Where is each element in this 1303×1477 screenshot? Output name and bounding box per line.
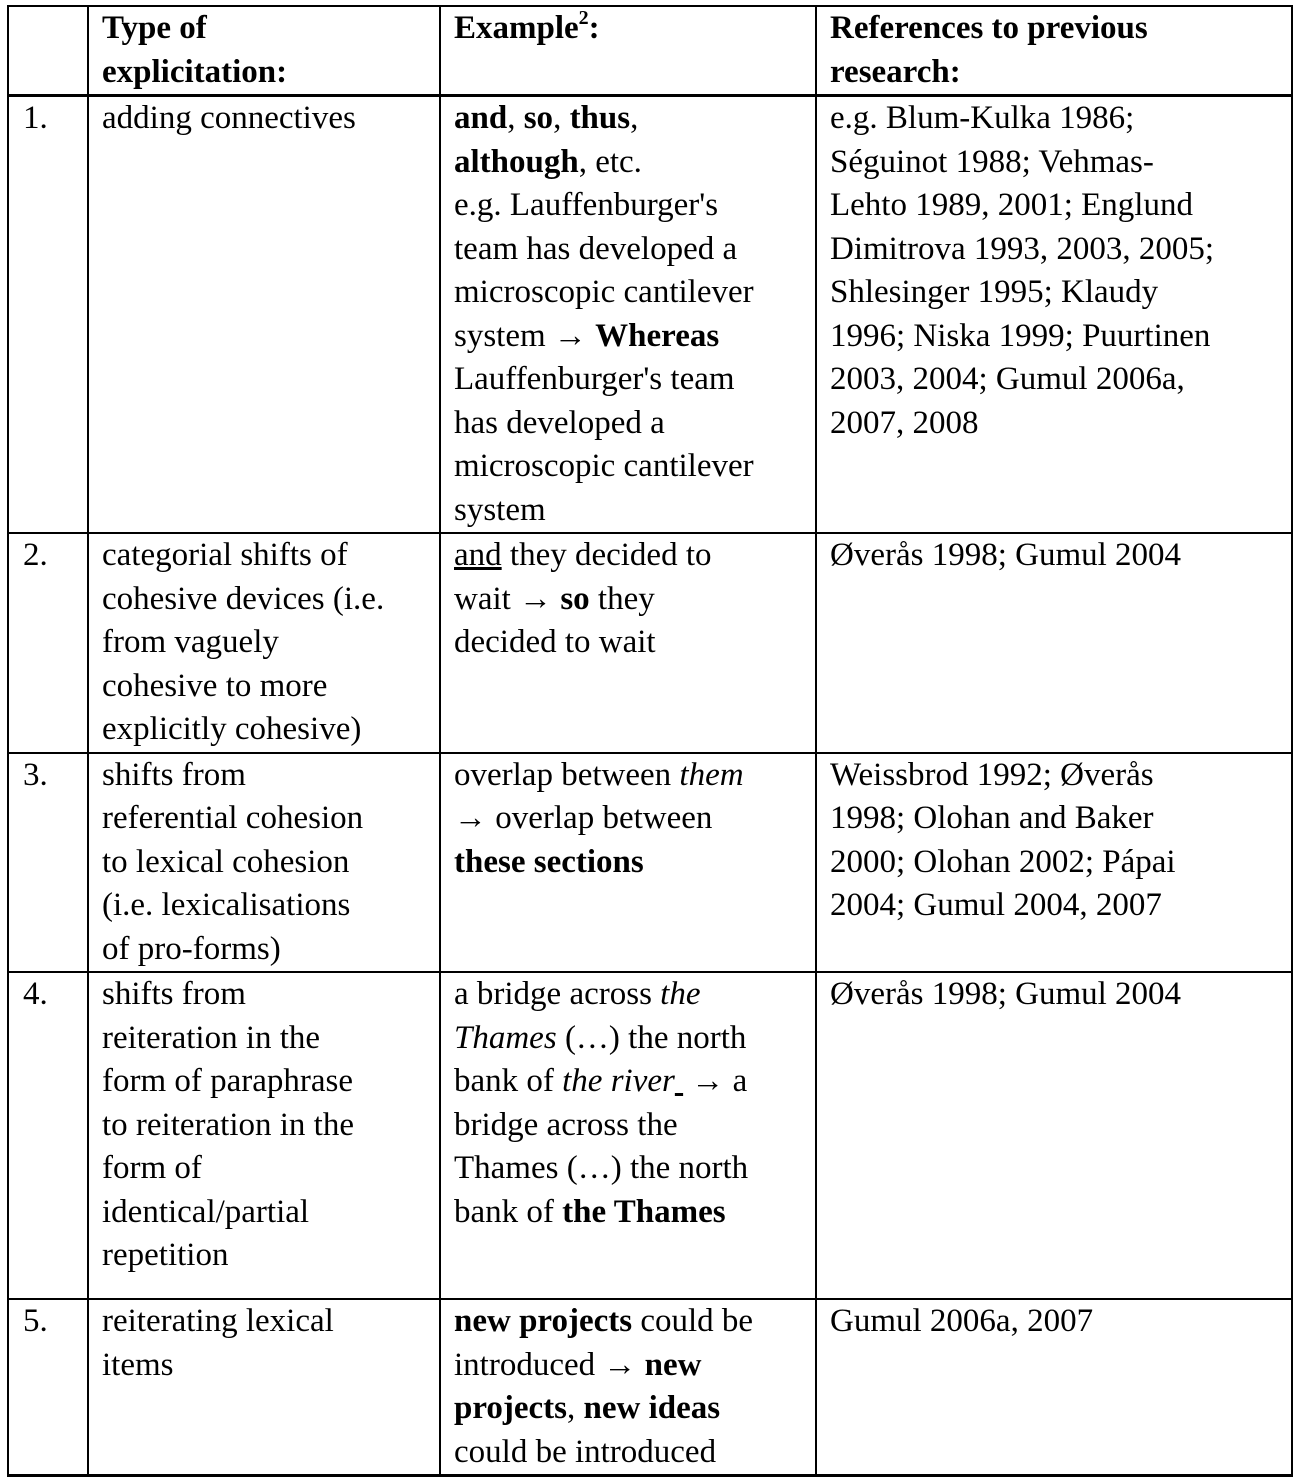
example-segment: new projects: [454, 1303, 633, 1339]
example-segment: ,: [567, 1390, 584, 1426]
references-cell: [816, 753, 1292, 973]
example-segment: (…) the north: [556, 1019, 747, 1056]
reference-line: 2007, 2008: [830, 404, 979, 441]
example-cell: [440, 533, 816, 753]
example-segment: new ideas: [583, 1390, 721, 1426]
example-segment: , etc.: [578, 143, 642, 180]
type-line: shifts from: [102, 756, 246, 793]
type-line: cohesive to more: [102, 667, 328, 704]
reference-line: 2004; Gumul 2004, 2007: [830, 887, 1162, 923]
example-segment: microscopic cantilever: [454, 274, 754, 310]
explicitation-table: [7, 5, 1293, 1477]
reference-line: Dimitrova 1993, 2003, 2005;: [830, 230, 1215, 267]
example-segment: wait →: [454, 580, 561, 617]
example-segment: the: [660, 976, 701, 1012]
example-line: [454, 973, 803, 1017]
example-segment: projects: [454, 1390, 568, 1426]
references-cell: [816, 972, 1292, 1299]
example-line: [454, 797, 803, 841]
example-segment: ,: [507, 100, 524, 136]
example-cell: [440, 96, 816, 534]
type-line: reiteration in the: [102, 1019, 321, 1056]
table-row: [8, 1299, 1292, 1476]
example-segment: new: [644, 1346, 702, 1383]
header-type: Type of explicitation:: [88, 6, 440, 96]
example-segment: e.g. Lauffenburger's: [454, 187, 719, 223]
header-row: [8, 6, 1292, 96]
example-segment: → a: [683, 1063, 748, 1099]
table-row: [8, 972, 1292, 1299]
example-line: [454, 1060, 803, 1104]
table-row: [8, 753, 1292, 973]
reference-line: 2000; Olohan 2002; Pápai: [830, 843, 1176, 880]
type-line: adding connectives: [102, 100, 356, 136]
example-segment: they: [589, 580, 655, 617]
example-line: [454, 315, 803, 359]
type-cell: [88, 533, 440, 753]
reference-line: Gumul 2006a, 2007: [830, 1303, 1094, 1339]
example-segment: [675, 1063, 683, 1099]
type-line: identical/partial: [102, 1193, 310, 1230]
references-cell: [816, 533, 1292, 753]
example-line: [454, 358, 803, 402]
example-line: [454, 184, 803, 228]
example-segment: ,: [553, 100, 570, 136]
example-segment: they decided to: [501, 537, 712, 573]
example-segment: so: [523, 100, 554, 136]
example-line: [454, 141, 803, 185]
example-segment: introduced →: [454, 1346, 645, 1383]
references-cell: [816, 1299, 1292, 1476]
example-line: [454, 445, 803, 489]
reference-line: 1996; Niska 1999; Puurtinen: [830, 317, 1211, 354]
example-line: [454, 841, 803, 885]
example-line: [454, 1344, 803, 1388]
row-number: 3.: [8, 753, 88, 973]
example-line: [454, 534, 803, 578]
reference-line: 1998; Olohan and Baker: [830, 800, 1154, 836]
example-line: [454, 754, 803, 798]
type-line: categorial shifts of: [102, 537, 348, 573]
reference-line: Øverås 1998; Gumul 2004: [830, 976, 1182, 1012]
table-row: [8, 533, 1292, 753]
type-cell: [88, 753, 440, 973]
example-segment: and: [454, 100, 508, 136]
example-segment: has developed a: [454, 404, 665, 441]
reference-line: Weissbrod 1992; Øverås: [830, 756, 1154, 793]
reference-line: Shlesinger 1995; Klaudy: [830, 274, 1159, 310]
row-number: 4.: [8, 972, 88, 1299]
row-number: 5.: [8, 1299, 88, 1476]
reference-line: Séguinot 1988; Vehmas-: [830, 143, 1154, 180]
type-cell: [88, 1299, 440, 1476]
type-line: reiterating lexical: [102, 1303, 334, 1339]
example-segment: Lauffenburger's team: [454, 361, 735, 397]
example-segment: system: [454, 491, 546, 528]
example-segment: the Thames: [562, 1193, 726, 1230]
type-line: to reiteration in the: [102, 1106, 354, 1143]
header-number: [8, 6, 88, 96]
footnote-marker: 2: [578, 7, 589, 29]
type-line: of pro-forms): [102, 930, 281, 967]
type-line: form of paraphrase: [102, 1063, 354, 1099]
example-segment: team has developed a: [454, 230, 738, 267]
type-line: shifts from: [102, 976, 246, 1012]
example-segment: decided to wait: [454, 624, 656, 660]
type-cell: [88, 96, 440, 534]
example-segment: could be introduced: [454, 1433, 717, 1470]
example-cell: [440, 1299, 816, 1476]
example-segment: ,: [630, 100, 639, 136]
example-line: [454, 1431, 803, 1475]
example-cell: [440, 753, 816, 973]
type-cell: [88, 972, 440, 1299]
example-cell: [440, 972, 816, 1299]
example-line: [454, 271, 803, 315]
example-segment: the river: [562, 1063, 675, 1099]
example-segment: bank of: [454, 1193, 563, 1230]
header-example: Example$^2$:: [440, 6, 816, 96]
row-number: 1.: [8, 96, 88, 534]
example-segment: microscopic cantilever: [454, 448, 754, 484]
example-segment: although: [454, 143, 579, 180]
example-segment: thus: [569, 100, 631, 136]
type-line: to lexical cohesion: [102, 843, 350, 880]
type-line: from vaguely: [102, 624, 279, 660]
row-number: 2.: [8, 533, 88, 753]
example-segment: bridge across the: [454, 1106, 678, 1143]
reference-line: e.g. Blum-Kulka 1986;: [830, 100, 1135, 136]
example-segment: these sections: [454, 843, 644, 880]
type-line: form of: [102, 1150, 202, 1186]
example-line: [454, 97, 803, 141]
example-segment: could be: [632, 1303, 754, 1339]
example-segment: Thames (…) the north: [454, 1150, 749, 1186]
type-line: referential cohesion: [102, 800, 364, 836]
type-line: (i.e. lexicalisations: [102, 887, 351, 923]
example-segment: overlap between: [454, 756, 680, 793]
reference-line: Lehto 1989, 2001; Englund: [830, 187, 1193, 223]
example-segment: → overlap between: [454, 800, 713, 836]
example-line: [454, 489, 803, 533]
example-segment: and: [454, 537, 502, 573]
example-line: [454, 1191, 803, 1235]
reference-line: Øverås 1998; Gumul 2004: [830, 537, 1182, 573]
table-body: [8, 96, 1292, 1476]
example-segment: so: [560, 580, 590, 617]
example-line: [454, 1104, 803, 1148]
example-segment: a bridge across: [454, 976, 661, 1012]
example-line: [454, 402, 803, 446]
reference-line: 2003, 2004; Gumul 2006a,: [830, 361, 1185, 397]
table-row: [8, 96, 1292, 534]
header-references: References to previous research:: [816, 6, 1292, 96]
example-segment: bank of: [454, 1063, 563, 1099]
example-line: [454, 228, 803, 272]
example-segment: system →: [454, 317, 596, 354]
references-cell: [816, 96, 1292, 534]
example-line: [454, 1017, 803, 1061]
example-line: [454, 1387, 803, 1431]
type-line: explicitly cohesive): [102, 711, 362, 747]
example-line: [454, 1300, 803, 1344]
example-segment: Whereas: [595, 317, 720, 354]
example-line: [454, 621, 803, 665]
type-line: repetition: [102, 1237, 229, 1273]
type-line: cohesive devices (i.e.: [102, 580, 385, 617]
example-line: [454, 578, 803, 622]
type-line: items: [102, 1346, 174, 1383]
example-line: [454, 1147, 803, 1191]
example-segment: them: [679, 756, 744, 793]
example-segment: Thames: [454, 1019, 557, 1056]
